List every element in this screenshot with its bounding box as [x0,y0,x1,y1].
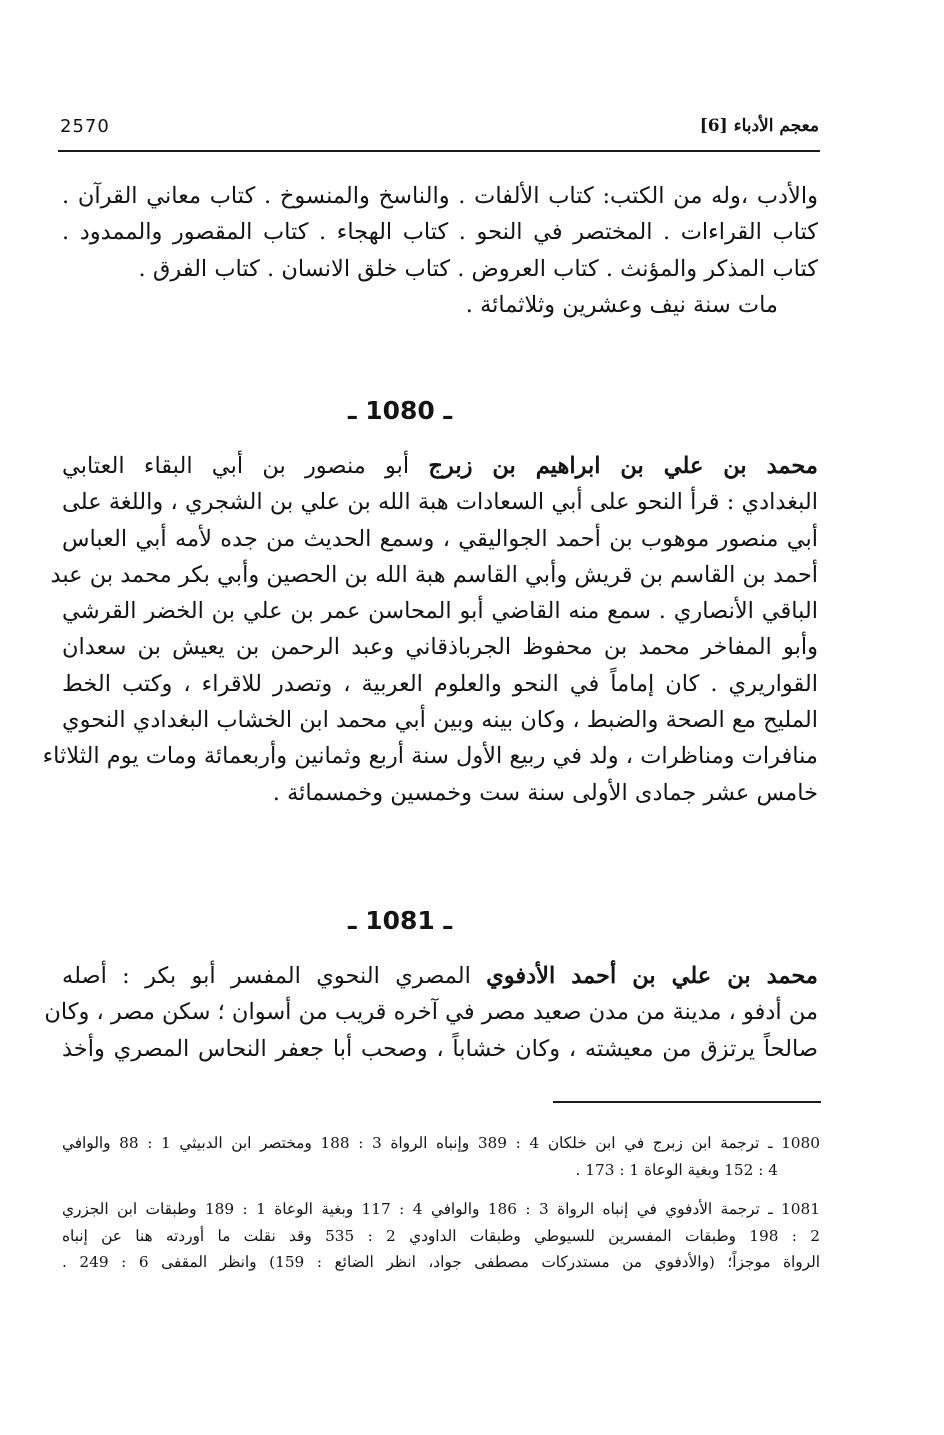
entry-name-rest: المصري النحوي المفسر أبو بكر : أصله [62,963,487,989]
text-line: القواريري . كان إماماً في النحو والعلوم العربية ، وتصدر للاقراء ، وكتب الخط [62,670,818,697]
footnote-line: 2 : 198 وطبقات المفسرين للسيوطي وطبقات الداودي 2 : 535 وقد نقلت ما أوردته هنا عن إنباه [62,1226,820,1245]
entry-name-bold: محمد بن علي بن ابراهيم بن زبرج [428,453,818,479]
entry-number-1081: ـ 1081 ـ [347,906,453,935]
header-rule [58,150,820,152]
footnote-1080 [62,1130,820,1183]
footnote-rule [553,1101,821,1103]
text-line: وأبو المفاخر محمد بن محفوظ الجرباذقاني وعبد الرحمن بن يعيش بن سعدان [62,634,818,661]
text-line: مات سنة نيف وعشرين وثلاثمائة . [465,291,778,318]
text-line [62,958,818,994]
footnote-line: الرواة موجزاً؛ (والأدفوي من مستدركات مصطفى جواد، انظر الضائع : 159) وانظر المقفى 6 : 249 . [62,1253,820,1271]
continued-paragraph [62,178,818,323]
text-line: كتاب المذكر والمؤنث . كتاب العروض . كتاب خلق الانسان . كتاب الفرق . [138,255,818,282]
entry-number-1080: ـ 1080 ـ [347,396,453,425]
text-line: أبي منصور موهوب بن أحمد الجواليقي ، وسمع الحديث من جده لأمه أبي العباس [62,525,818,552]
entry-1080-body [42,448,818,811]
text-line: البغدادي : قرأ النحو على أبي السعادات هبة الله بن علي بن الشجري ، واللغة على [62,489,818,516]
text-line: صالحاً يرتزق من معيشته ، وكان خشاباً ، وصحب أبا جعفر النحاس المصري وأخذ [62,1035,818,1062]
running-title: معجم الأدباء [6] [699,116,819,136]
footnote-line: 1081 ـ ترجمة الأدفوي في إنباه الرواة 3 : 186 والوافي 4 : 117 وبغية الوعاة 1 : 189 وطبقات ابن الجزري [62,1200,820,1218]
text-line: كتاب القراءات . المختصر في النحو . كتاب الهجاء . كتاب المقصور والممدود . [62,219,818,246]
text-line: خامس عشر جمادى الأولى سنة ست وخمسين وخمسمائة . [272,779,818,806]
text-line: المليح مع الصحة والضبط ، وكان بينه وبين أبي محمد ابن الخشاب البغدادي النحوي [61,707,818,734]
text-line: منافرات ومناظرات ، ولد في ربيع الأول سنة أربع وثمانين وأربعمائة ومات يوم الثلاثاء [42,743,818,770]
footnote-line: 4 : 152 وبغية الوعاة 1 : 173 . [575,1160,778,1179]
text-line: والأدب ،وله من الكتب: كتاب الألفات . والناسخ والمنسوخ . كتاب معاني القرآن . [62,183,818,209]
text-line: أحمد بن القاسم بن قريش وأبي القاسم هبة الله بن الحصين وأبي بكر محمد بن عبد [50,561,818,588]
text-line [62,448,818,484]
page-number: 2570 [60,116,110,137]
footnote-1081 [62,1196,820,1276]
text-line: من أدفو ، مدينة من مدن صعيد مصر في آخره قريب من أسوان ؛ سكن مصر ، وكان [44,999,818,1026]
entry-name-bold: محمد بن علي بن أحمد الأدفوي [486,963,818,989]
text-line: الباقي الأنصاري . سمع منه القاضي أبو المحاسن عمر بن علي بن الخضر القرشي [62,598,818,625]
entry-1081-body [44,958,818,1067]
entry-name-rest: أبو منصور بن أبي البقاء العتابي [62,453,429,479]
footnote-line: 1080 ـ ترجمة ابن زبرج في ابن خلكان 4 : 389 وإنباه الرواة 3 : 188 ومختصر ابن الدبيثي 1 : 88 والوافي [62,1134,821,1152]
